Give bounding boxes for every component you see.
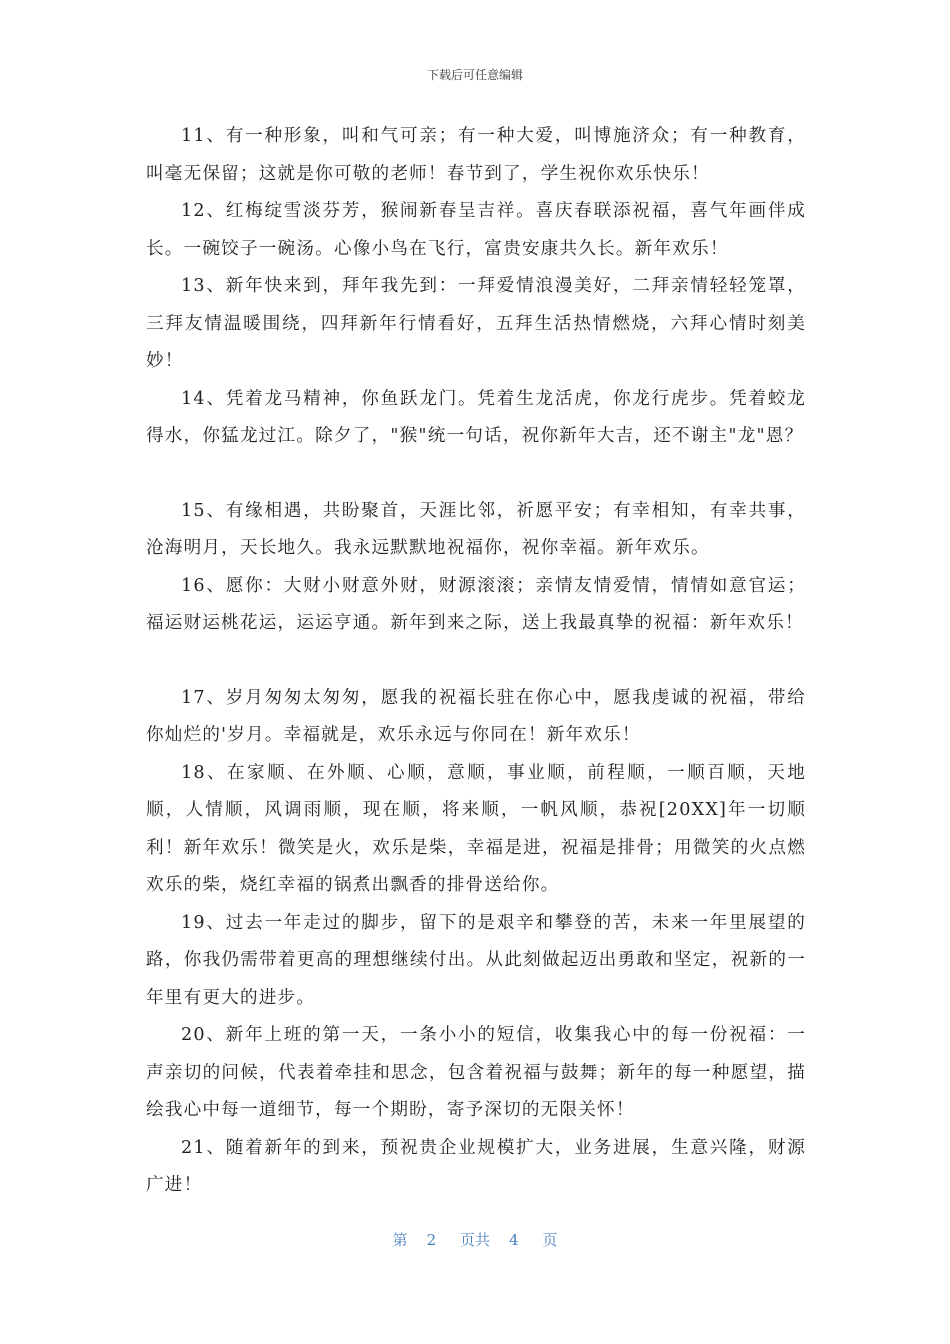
paragraph-17: 17、岁月匆匆太匆匆，愿我的祝福长驻在你心中，愿我虔诚的祝福，带给你灿烂的'岁月。幸福就是，欢乐永远与你同在！新年欢乐！	[146, 687, 806, 745]
document-body	[146, 118, 806, 1205]
paragraph-20: 20、新年上班的第一天，一条小小的短信，收集我心中的每一份祝福：一声亲切的问候，代表着牵挂和思念，包含着祝福与鼓舞；新年的每一种愿望，描绘我心中每一道细节，每一个期盼，寄予深切的无限关怀！	[146, 1025, 806, 1120]
footer-middle: 页共	[459, 1231, 490, 1249]
paragraph-gap	[146, 643, 806, 680]
paragraph-18: 18、在家顺、在外顺、心顺，意顺，事业顺，前程顺，一顺百顺，天地顺，人情顺，风调雨顺，现在顺，将来顺，一帆风顺，恭祝[20XX]年一切顺利！新年欢乐！微笑是火，欢乐是柴，幸福是进，祝福是排骨；用微笑的火点燃欢乐的柴，烧红幸福的锅煮出飘香的排骨送给你。	[146, 762, 806, 895]
paragraph-19: 19、过去一年走过的脚步，留下的是艰辛和攀登的苦，未来一年里展望的路，你我仍需带着更高的理想继续付出。从此刻做起迈出勇敢和坚定，祝新的一年里有更大的进步。	[146, 912, 806, 1008]
paragraph-21: 21、随着新年的到来，预祝贵企业规模扩大，业务进展，生意兴隆，财源广进！	[146, 1137, 806, 1195]
page-header: 下载后可任意编辑	[426, 68, 523, 82]
paragraph-12: 12、红梅绽雪淡芬芳，猴闹新春呈吉祥。喜庆春联添祝福，喜气年画伴成长。一碗饺子一碗汤。心像小鸟在飞行，富贵安康共久长。新年欢乐！	[146, 201, 806, 259]
paragraph-16: 16、愿你：大财小财意外财，财源滚滚；亲情友情爱情，情情如意官运；福运财运桃花运，运运亨通。新年到来之际，送上我最真挚的祝福：新年欢乐！	[146, 575, 806, 633]
footer-current-page: 2	[426, 1231, 437, 1249]
footer-total-pages: 4	[509, 1231, 519, 1249]
paragraph-13: 13、新年快来到，拜年我先到：一拜爱情浪漫美好，二拜亲情轻轻笼罩，三拜友情温暖围绕，四拜新年行情看好，五拜生活热情燃烧，六拜心情时刻美妙！	[146, 276, 806, 371]
paragraph-11: 11、有一种形象，叫和气可亲；有一种大爱，叫博施济众；有一种教育，叫毫无保留；这就是你可敬的老师！春节到了，学生祝你欢乐快乐！	[146, 126, 806, 184]
paragraph-gap	[146, 456, 806, 493]
page-footer	[0, 1229, 950, 1250]
paragraph-15: 15、有缘相遇，共盼聚首，天涯比邻，祈愿平安；有幸相知，有幸共事，沧海明月，天长地久。我永远默默地祝福你，祝你幸福。新年欢乐。	[146, 500, 806, 558]
paragraph-14: 14、凭着龙马精神，你鱼跃龙门。凭着生龙活虎，你龙行虎步。凭着蛟龙得水，你猛龙过江。除夕了，"猴"统一句话，祝你新年大吉，还不谢主"龙"恩？	[146, 388, 806, 446]
footer-prefix: 第	[392, 1231, 408, 1249]
footer-suffix: 页	[542, 1231, 558, 1249]
